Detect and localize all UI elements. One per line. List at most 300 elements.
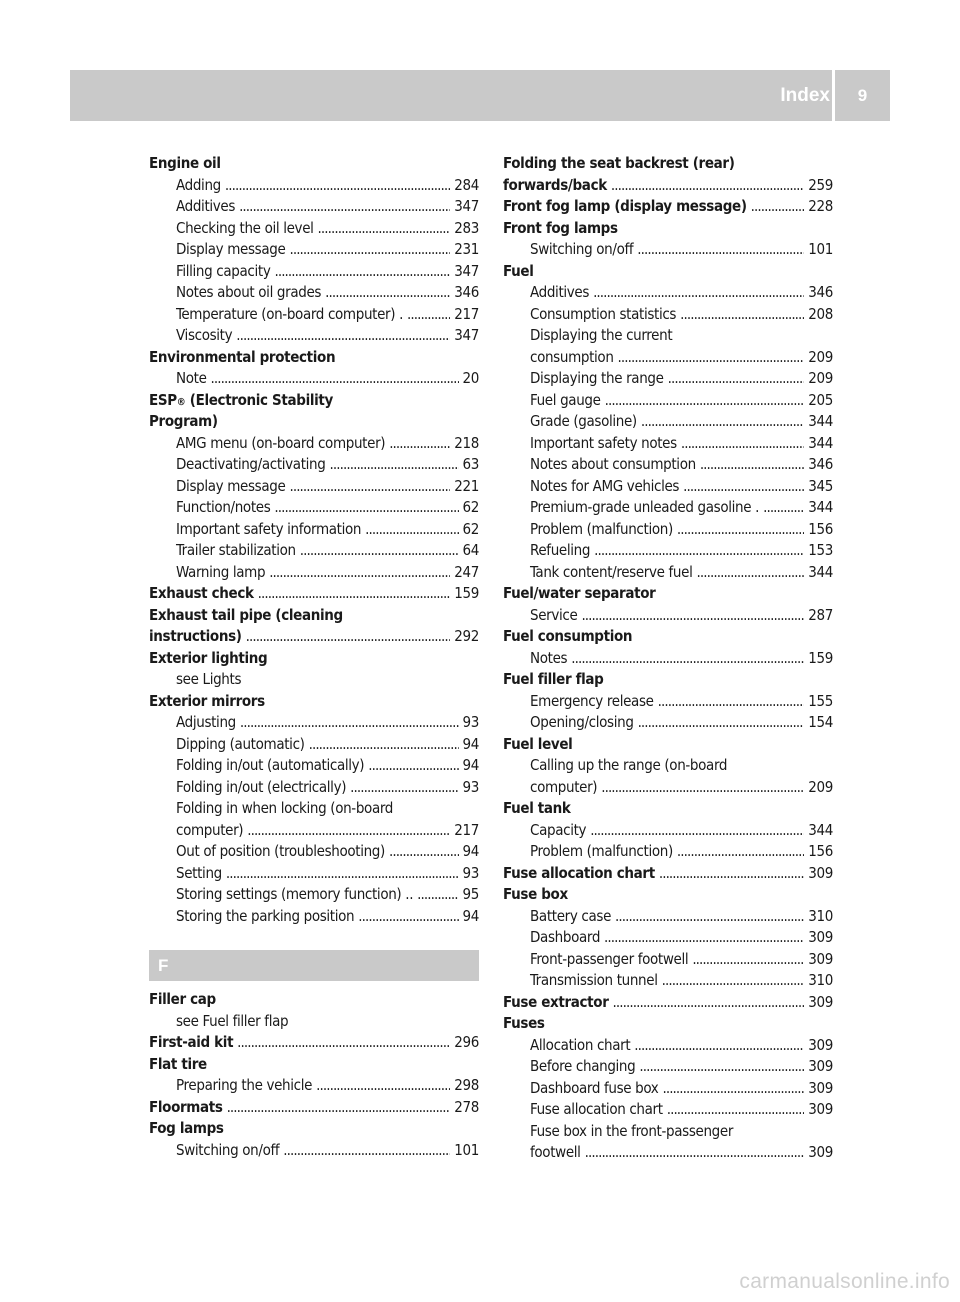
entry-text: Display message <box>176 240 286 258</box>
page-ref: 64 <box>462 541 479 559</box>
entry-text: Front-passenger footwell <box>530 949 689 968</box>
index-subentry <box>503 1056 833 1078</box>
index-heading <box>503 884 833 906</box>
entry-text: computer) <box>176 820 244 839</box>
index-subentry <box>503 927 833 949</box>
entry-text: Switching on/off <box>176 1140 280 1159</box>
index-heading <box>149 1054 479 1076</box>
index-heading <box>503 196 833 218</box>
index-subentry <box>503 239 833 261</box>
index-heading <box>149 989 479 1011</box>
entry-text: Preparing the vehicle <box>176 1076 313 1094</box>
entry-text: ESP <box>149 390 177 409</box>
page-ref: 93 <box>462 713 479 731</box>
entry-text: Fuse box in the front-passenger <box>530 1121 734 1140</box>
dot-leader <box>604 927 804 949</box>
index-heading <box>149 1118 479 1140</box>
entry-text: Additives <box>176 197 236 215</box>
page-ref: 209 <box>808 777 833 796</box>
dot-leader <box>309 734 459 756</box>
index-heading <box>503 175 833 197</box>
index-heading <box>503 261 833 283</box>
index-subentry <box>503 755 833 777</box>
entry-text: Fuses <box>503 1014 545 1032</box>
page-title: Index <box>780 85 830 106</box>
entry-text: Emergency release <box>530 691 654 710</box>
index-subentry <box>503 712 833 734</box>
dot-leader <box>239 196 450 218</box>
index-subentry <box>503 777 833 799</box>
dot-leader <box>680 304 804 326</box>
index-heading <box>149 691 479 713</box>
page-ref: 94 <box>462 906 479 925</box>
index-subentry <box>503 820 833 842</box>
dot-leader <box>283 1140 450 1162</box>
entry-text: Checking the oil level <box>176 218 314 237</box>
dot-leader <box>581 605 804 627</box>
dot-leader <box>611 175 804 197</box>
page-ref: 156 <box>808 519 833 538</box>
dot-leader <box>696 562 804 584</box>
page-ref: 309 <box>808 1035 833 1054</box>
index-subentry <box>149 175 479 197</box>
index-subentry <box>149 497 479 519</box>
index-subentry <box>149 1011 479 1033</box>
index-heading <box>503 992 833 1014</box>
entry-text: Capacity <box>530 820 587 839</box>
entry-text: Grade (gasoline) <box>530 412 637 430</box>
index-subentry <box>149 196 479 218</box>
dot-leader <box>211 368 459 390</box>
index-subentry <box>503 476 833 498</box>
dot-leader <box>329 454 458 476</box>
dot-leader <box>358 906 458 928</box>
entry-text: Important safety notes <box>530 433 677 452</box>
page-ref: 247 <box>454 562 479 581</box>
dot-leader <box>350 777 458 799</box>
page-ref: 94 <box>462 734 479 753</box>
dot-leader <box>751 196 805 218</box>
entry-text: Fog lamps <box>149 1119 224 1137</box>
page-ref: 309 <box>808 1100 833 1118</box>
page-ref: 296 <box>454 1033 479 1051</box>
page-ref: 298 <box>454 1076 479 1094</box>
index-subentry <box>503 347 833 369</box>
page-ref: 159 <box>808 648 833 667</box>
entry-text: Adjusting <box>176 713 236 731</box>
entry-text: Warning lamp <box>176 562 266 581</box>
page-ref: 347 <box>454 326 479 344</box>
index-subentry <box>503 433 833 455</box>
index-subentry <box>149 368 479 390</box>
index-subentry <box>503 1099 833 1121</box>
entry-text: Notes for AMG vehicles <box>530 476 680 495</box>
page-ref: 153 <box>808 541 833 559</box>
index-entries-left <box>149 153 479 927</box>
dot-leader <box>417 884 458 906</box>
index-subentry <box>149 218 479 240</box>
entry-text: Consumption statistics <box>530 304 677 323</box>
index-heading <box>503 153 833 175</box>
dot-leader <box>227 1097 451 1119</box>
index-subentry <box>503 390 833 412</box>
page-ref: 344 <box>808 498 833 516</box>
dot-leader <box>605 390 805 412</box>
index-subentry <box>149 519 479 541</box>
dot-leader <box>637 239 804 261</box>
index-subentry <box>503 605 833 627</box>
index-subentry <box>149 734 479 756</box>
page-ref: 101 <box>808 240 833 258</box>
entry-text: Exhaust tail pipe (cleaning <box>149 605 343 624</box>
entry-text: Notes about oil grades <box>176 283 322 301</box>
entry-text: footwell <box>530 1143 581 1161</box>
page-ref: 155 <box>808 691 833 710</box>
dot-leader <box>407 304 450 326</box>
dot-leader <box>389 841 459 863</box>
index-subentry <box>149 712 479 734</box>
entry-text: Service <box>530 605 578 624</box>
index-subentry <box>149 863 479 885</box>
dot-leader <box>240 712 459 734</box>
dot-leader <box>668 368 805 390</box>
entry-text: Folding in/out (electrically) <box>176 777 347 796</box>
index-subentry <box>503 949 833 971</box>
index-heading <box>503 583 833 605</box>
dot-leader <box>662 970 805 992</box>
index-subentry <box>503 304 833 326</box>
index-subentry <box>149 906 479 928</box>
index-subentry <box>503 411 833 433</box>
index-subentry <box>149 1075 479 1097</box>
index-heading <box>149 626 479 648</box>
page-ref: 62 <box>462 519 479 538</box>
index-subentry <box>149 261 479 283</box>
index-subentry <box>503 1142 833 1164</box>
entry-text: see Fuel filler flap <box>176 1011 289 1030</box>
page-ref: 287 <box>808 605 833 624</box>
entry-text: Trailer stabilization <box>176 541 296 559</box>
entry-text: Fuse allocation chart <box>530 1100 663 1118</box>
index-subentry <box>149 454 479 476</box>
section-gap <box>149 927 479 950</box>
index-subentry <box>149 1140 479 1162</box>
page-ref: 154 <box>808 713 833 731</box>
dot-leader <box>641 411 804 433</box>
index-heading <box>149 411 479 433</box>
entry-text: Premium-grade unleaded gasoline . <box>530 498 760 516</box>
index-subentry <box>149 777 479 799</box>
page-ref: 309 <box>808 1143 833 1161</box>
entry-text: Opening/closing <box>530 713 634 731</box>
page-ref: 156 <box>808 842 833 860</box>
page-ref: 283 <box>454 218 479 237</box>
index-subentry <box>149 755 479 777</box>
index-subentry <box>503 562 833 584</box>
dot-leader <box>237 1032 450 1054</box>
page-ref: 217 <box>454 820 479 839</box>
index-heading <box>503 734 833 756</box>
entry-text: Exterior mirrors <box>149 691 265 710</box>
page-ref: 292 <box>454 627 479 645</box>
index-subentry <box>149 884 479 906</box>
index-subentry <box>503 691 833 713</box>
entry-text: Setting <box>176 863 222 882</box>
dot-leader <box>225 175 450 197</box>
page-ref: 63 <box>462 455 479 473</box>
entry-text: Program) <box>149 412 218 430</box>
entry-text: Floormats <box>149 1097 223 1116</box>
index-heading <box>149 583 479 605</box>
entry-text: Notes <box>530 648 568 667</box>
page-ref: 95 <box>462 885 479 903</box>
page-ref: 93 <box>462 863 479 882</box>
dot-leader <box>316 1075 450 1097</box>
watermark: carmanualsonline.info <box>739 1270 950 1293</box>
index-heading <box>149 1032 479 1054</box>
entry-text: forwards/back <box>503 175 607 194</box>
page-ref: 309 <box>808 992 833 1011</box>
entry-text: Viscosity <box>176 326 233 344</box>
index-heading <box>503 1013 833 1035</box>
entry-text: Exterior lighting <box>149 648 268 667</box>
entry-text: consumption <box>530 347 614 366</box>
index-subentry <box>503 540 833 562</box>
dot-leader <box>368 755 458 777</box>
entry-text: Problem (malfunction) <box>530 842 673 860</box>
dot-leader <box>601 777 804 799</box>
index-heading: ESP ® (Electronic Stability <box>149 390 479 412</box>
dot-leader <box>289 476 450 498</box>
entry-text: Temperature (on-board computer) . <box>176 304 404 323</box>
dot-leader <box>615 906 804 928</box>
dot-leader <box>594 540 804 562</box>
entry-text: Adding <box>176 175 221 194</box>
dot-leader <box>692 949 804 971</box>
dot-leader <box>269 562 450 584</box>
dot-leader <box>325 282 450 304</box>
entry-text: computer) <box>530 777 598 796</box>
page-ref: 284 <box>454 175 479 194</box>
page-ref: 218 <box>454 433 479 452</box>
entry-text: Storing settings (memory function) .. <box>176 885 414 903</box>
entry-text: Engine oil <box>149 154 221 172</box>
dot-leader <box>677 841 804 863</box>
index-subentry <box>149 540 479 562</box>
dot-leader <box>274 261 450 283</box>
page-ref: 20 <box>462 369 479 387</box>
entry-text: Function/notes <box>176 498 271 516</box>
dot-leader <box>639 1056 804 1078</box>
dot-leader <box>593 282 804 304</box>
index-heading <box>503 218 833 240</box>
entry-text: Deactivating/activating <box>176 455 326 473</box>
index-subentry <box>503 519 833 541</box>
entry-text: Fuel <box>503 261 534 280</box>
entry-text: Fuse allocation chart <box>503 863 655 882</box>
entry-text: Fuel consumption <box>503 627 633 645</box>
entry-text: Folding the seat backrest (rear) <box>503 154 735 172</box>
page-number: 9 <box>857 86 868 105</box>
index-heading <box>149 648 479 670</box>
index-subentry <box>149 841 479 863</box>
page-ref: 310 <box>808 906 833 925</box>
dot-leader <box>667 1099 805 1121</box>
dot-leader <box>585 1142 805 1164</box>
index-subentry <box>149 562 479 584</box>
entry-text: First-aid kit <box>149 1033 234 1051</box>
entry-text: Fuel gauge <box>530 390 601 409</box>
page-ref: 346 <box>808 455 833 473</box>
index-subentry <box>503 648 833 670</box>
page-ref: 231 <box>454 240 479 258</box>
dot-leader <box>618 347 805 369</box>
dot-leader <box>677 519 804 541</box>
entry-text: Tank content/reserve fuel <box>530 562 693 581</box>
entry-text: Before changing <box>530 1057 636 1075</box>
entry-text: AMG menu (on-board computer) <box>176 433 386 452</box>
index-subentry <box>149 798 479 820</box>
entry-text: Dashboard fuse box <box>530 1078 659 1097</box>
entry-text: Fuel tank <box>503 799 571 817</box>
index-heading <box>503 863 833 885</box>
page-ref: 309 <box>808 1057 833 1075</box>
entry-text: see Lights <box>176 670 242 688</box>
entry-text: Transmission tunnel <box>530 971 658 989</box>
entry-text: Switching on/off <box>530 240 634 258</box>
entry-text: Folding in when locking (on-board <box>176 799 394 817</box>
entry-text: Folding in/out (automatically) <box>176 756 365 774</box>
index-heading <box>503 798 833 820</box>
entry-text: Displaying the current <box>530 326 673 344</box>
entry-text: Filler cap <box>149 990 216 1008</box>
index-heading <box>149 153 479 175</box>
index-subentry <box>503 368 833 390</box>
entry-text: Important safety information <box>176 519 362 538</box>
dot-leader <box>681 433 804 455</box>
page-ref: 228 <box>808 197 833 215</box>
dot-leader <box>226 863 459 885</box>
index-subentry <box>149 476 479 498</box>
page-ref: 309 <box>808 949 833 968</box>
page-ref: 344 <box>808 562 833 581</box>
index-subentry <box>149 239 479 261</box>
index-heading <box>503 669 833 691</box>
page-ref: 259 <box>808 175 833 194</box>
page-ref: 209 <box>808 369 833 387</box>
entry-text: Battery case <box>530 906 612 925</box>
entry-text: Additives <box>530 283 590 301</box>
index-subentry <box>503 1035 833 1057</box>
page-ref: 346 <box>454 283 479 301</box>
entry-text: Allocation chart <box>530 1035 631 1054</box>
entry-text: Front fog lamp (display message) <box>503 197 747 215</box>
dot-leader <box>763 497 804 519</box>
entry-text: Filling capacity <box>176 261 271 280</box>
page-ref: 344 <box>808 820 833 839</box>
entry-text: Environmental protection <box>149 347 336 366</box>
entry-text: Notes about consumption <box>530 455 696 473</box>
index-subentry <box>503 1078 833 1100</box>
dot-leader <box>700 454 804 476</box>
dot-leader <box>571 648 804 670</box>
entry-text: Out of position (troubleshooting) <box>176 842 385 860</box>
page-ref: 346 <box>808 283 833 301</box>
page-ref: 347 <box>454 197 479 215</box>
index-column-right <box>503 153 833 1164</box>
index-heading <box>149 605 479 627</box>
index-subentry <box>149 433 479 455</box>
dot-leader <box>289 239 450 261</box>
page-ref: 309 <box>808 1078 833 1097</box>
page-ref: 221 <box>454 476 479 495</box>
index-subentry <box>149 669 479 691</box>
index-subentry <box>503 282 833 304</box>
index-subentry <box>149 325 479 347</box>
page-ref: 94 <box>462 756 479 774</box>
dot-leader <box>318 218 451 240</box>
index-subentry <box>149 820 479 842</box>
entry-text: Fuse box <box>503 885 568 903</box>
dot-leader <box>613 992 805 1014</box>
index-entries-right <box>503 153 833 1164</box>
index-subentry <box>149 304 479 326</box>
page-ref: 101 <box>454 1140 479 1159</box>
entry-text: Dipping (automatic) <box>176 734 305 753</box>
page-ref: 344 <box>808 433 833 452</box>
index-column-left <box>149 153 479 1161</box>
dot-leader <box>246 626 451 648</box>
page-ref: 310 <box>808 971 833 989</box>
index-entries-f <box>149 989 479 1161</box>
entry-text: Exhaust check <box>149 584 254 602</box>
dot-leader <box>247 820 450 842</box>
entry-text: Displaying the range <box>530 369 664 387</box>
dot-leader <box>683 476 804 498</box>
page-ref: 217 <box>454 304 479 323</box>
entry-text: Fuel filler flap <box>503 670 604 688</box>
page-ref: 309 <box>808 863 833 882</box>
index-subentry <box>503 325 833 347</box>
index-subentry <box>149 282 479 304</box>
dot-leader <box>300 540 459 562</box>
entry-text: Fuel/water separator <box>503 584 656 602</box>
index-subentry <box>503 454 833 476</box>
dot-leader <box>389 433 450 455</box>
index-subentry <box>503 906 833 928</box>
index-heading <box>149 1097 479 1119</box>
page-ref: 345 <box>808 476 833 495</box>
entry-text: Flat tire <box>149 1054 207 1073</box>
dot-leader <box>274 497 458 519</box>
dot-leader <box>365 519 458 541</box>
page-ref: 208 <box>808 304 833 323</box>
entry-text: Problem (malfunction) <box>530 519 673 538</box>
entry-text: instructions) <box>149 627 242 645</box>
index-heading <box>503 626 833 648</box>
page-ref: 347 <box>454 261 479 280</box>
entry-text: Dashboard <box>530 928 601 946</box>
dot-leader <box>638 712 805 734</box>
index-subentry <box>503 841 833 863</box>
dot-leader <box>634 1035 804 1057</box>
entry-text: Storing the parking position <box>176 906 355 925</box>
entry-text: Fuel level <box>503 734 573 753</box>
entry-text: Note <box>176 369 207 387</box>
entry-text: Front fog lamps <box>503 218 618 237</box>
dot-leader <box>662 1078 804 1100</box>
dot-leader <box>590 820 804 842</box>
